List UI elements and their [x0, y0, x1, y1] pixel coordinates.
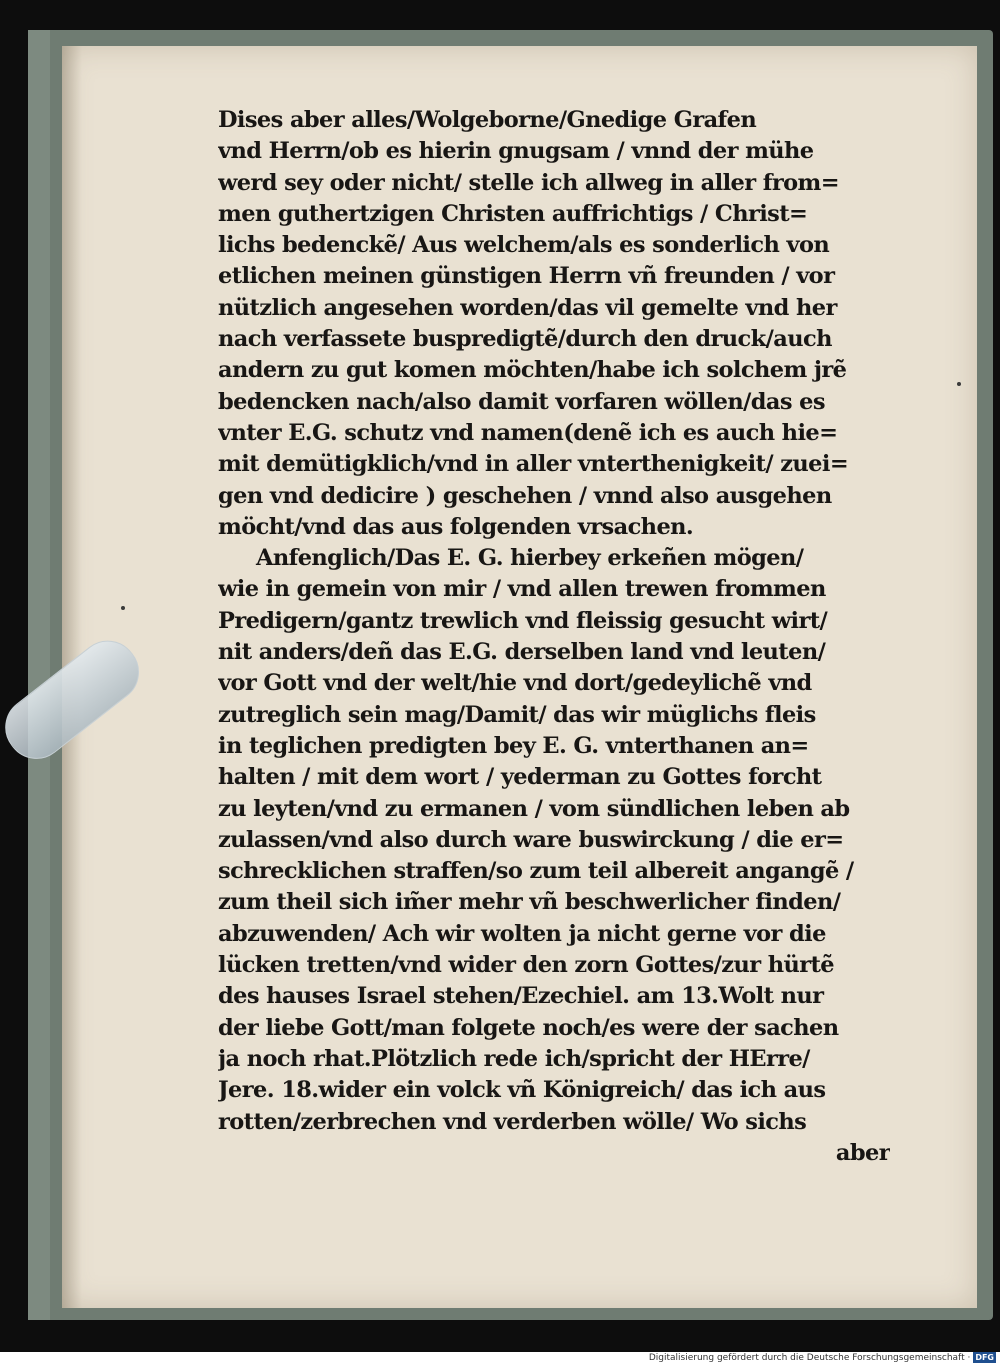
text-line: bedencken nach/also damit vorfaren wöllen/das es	[218, 388, 825, 415]
text-line: in teglichen predigten bey E. G. vnterthanen an=	[218, 732, 809, 759]
text-line: Predigern/gantz trewlich vnd fleissig gesucht wirt/	[218, 607, 828, 634]
text-line: zulassen/vnd also durch ware buswirckung / die er=	[218, 826, 844, 853]
text-line: Jere. 18.wider ein volck vñ Königreich/ das ich aus	[218, 1077, 826, 1104]
text-line: des hauses Israel stehen/Ezechiel. am 13.Wolt nur	[218, 983, 824, 1010]
text-line: nit anders/deñ das E.G. derselben land vnd leuten/	[218, 639, 826, 666]
text-line: mit demütigklich/vnd in aller vnterthenigkeit/ zuei=	[218, 451, 849, 478]
dfg-logo: DFG	[975, 1353, 994, 1362]
text-line: zu leyten/vnd zu ermanen / vom sündlichen leben ab	[218, 795, 850, 822]
text-line: gen vnd dedicire ) geschehen / vnnd also ausgehen	[218, 482, 832, 509]
ink-speck	[957, 382, 961, 386]
text-line: ja noch rhat.Plötzlich rede ich/spricht der HErre/	[218, 1045, 810, 1072]
text-line: nützlich angesehen worden/das vil gemelte vnd her	[218, 294, 837, 321]
catchword: aber	[835, 1139, 890, 1166]
text-line: zum theil sich im̃er mehr vñ beschwerlicher finden/	[218, 889, 841, 916]
text-line: rotten/zerbrechen vnd verderben wölle/ Wo sichs	[218, 1108, 807, 1135]
text-line: nach verfassete buspredigtẽ/durch den druck/auch	[218, 326, 832, 353]
text-line: vor Gott vnd der welt/hie vnd dort/gedeylichẽ vnd	[218, 670, 812, 697]
text-line: halten / mit dem wort / yederman zu Gottes forcht	[218, 764, 822, 791]
text-line: werd sey oder nicht/ stelle ich allweg in aller from=	[218, 169, 839, 196]
text-line: andern zu gut komen möchten/habe ich solchem jrẽ	[218, 357, 847, 384]
text-line: abzuwenden/ Ach wir wolten ja nicht gerne vor die	[218, 920, 826, 947]
text-line: zutreglich sein mag/Damit/ das wir müglichs fleis	[218, 701, 816, 728]
credit-text: Digitalisierung gefördert durch die Deutsche Forschungsgemeinschaft ·	[648, 1353, 971, 1363]
text-line: schrecklichen straffen/so zum teil albereit angangẽ /	[218, 858, 854, 885]
text-line: lücken tretten/vnd wider den zorn Gottes/zur hürtẽ	[218, 952, 834, 979]
page-text-block	[218, 105, 890, 1169]
text-line: der liebe Gott/man folgete noch/es were der sachen	[218, 1014, 839, 1041]
text-line: wie in gemein von mir / vnd allen trewen frommen	[218, 576, 826, 603]
text-line: vnd Herrn/ob es hierin gnugsam / vnnd der mühe	[218, 138, 814, 165]
text-line: lichs bedenckẽ/ Aus welchem/als es sonderlich von	[218, 232, 830, 259]
text-line: etlichen meinen günstigen Herrn vñ freunden / vor	[218, 263, 835, 290]
digitization-credit	[0, 1352, 1000, 1365]
text-line-paragraph-start: Anfenglich/Das E. G. hierbey erkeñen mögen/	[256, 545, 804, 572]
ink-speck	[121, 606, 125, 610]
text-line: Dises aber alles/Wolgeborne/Gnedige Grafen	[218, 107, 757, 133]
text-line: möcht/vnd das aus folgenden vrsachen.	[218, 513, 694, 540]
text-line: men guthertzigen Christen auffrichtigs / Christ=	[218, 200, 808, 227]
text-line: vnter E.G. schutz vnd namen(denẽ ich es auch hie=	[218, 419, 838, 446]
book-cover-edge	[28, 30, 50, 1320]
